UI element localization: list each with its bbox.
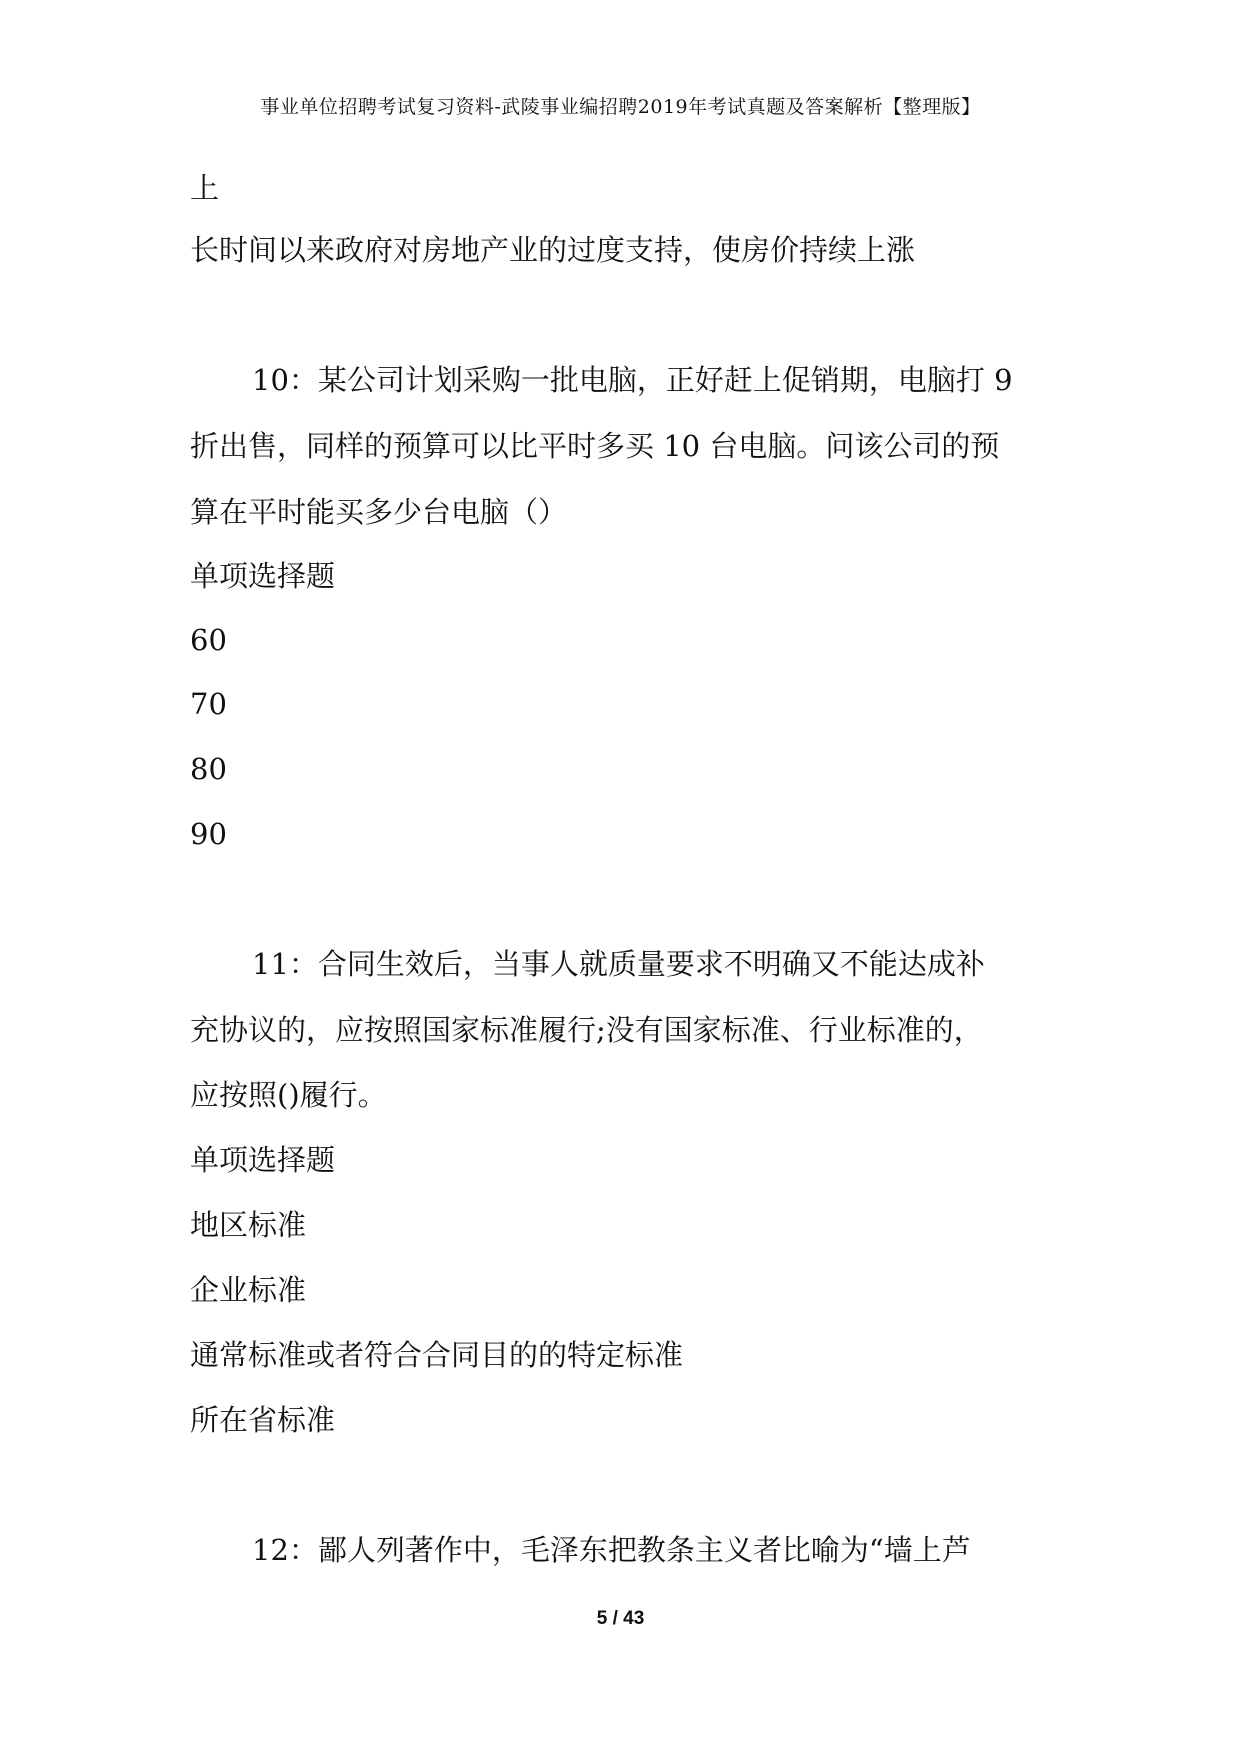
question-12-text-line-1: 12：鄙人列著作中，毛泽东把教条主义者比喻为“墙上芦 bbox=[252, 1533, 971, 1567]
question-10-text-line-2: 折出售，同样的预算可以比平时多买 10 台电脑。问该公司的预 bbox=[190, 429, 1000, 463]
question-10-option-d: 90 bbox=[190, 817, 227, 851]
question-11-option-d: 所在省标准 bbox=[190, 1403, 336, 1437]
question-10-option-b: 70 bbox=[190, 687, 227, 721]
question-10-text-line-1: 10：某公司计划采购一批电脑，正好赶上促销期，电脑打 9 bbox=[252, 363, 1013, 397]
question-11-option-a: 地区标准 bbox=[190, 1208, 307, 1242]
question-10-option-c: 80 bbox=[190, 752, 227, 786]
question-11-text-line-2: 充协议的，应按照国家标准履行;没有国家标准、行业标准的， bbox=[190, 1013, 983, 1047]
question-11-option-b: 企业标准 bbox=[190, 1273, 307, 1307]
question-10-option-a: 60 bbox=[190, 623, 227, 657]
question-10-type: 单项选择题 bbox=[190, 559, 336, 593]
question-11-text-line-3: 应按照()履行。 bbox=[190, 1078, 387, 1112]
carryover-option-1: 上 bbox=[190, 171, 220, 205]
question-11-option-c: 通常标准或者符合合同目的的特定标准 bbox=[190, 1338, 684, 1372]
page-number: 5 / 43 bbox=[596, 1608, 645, 1629]
question-10-text-line-3: 算在平时能买多少台电脑（） bbox=[190, 495, 568, 529]
carryover-option-2: 长时间以来政府对房地产业的过度支持，使房价持续上涨 bbox=[190, 233, 916, 267]
question-11-type: 单项选择题 bbox=[190, 1143, 336, 1177]
question-11-text-line-1: 11：合同生效后，当事人就质量要求不明确又不能达成补 bbox=[252, 947, 985, 981]
page-header: 事业单位招聘考试复习资料-武陵事业编招聘2019年考试真题及答案解析【整理版】 bbox=[260, 96, 981, 118]
